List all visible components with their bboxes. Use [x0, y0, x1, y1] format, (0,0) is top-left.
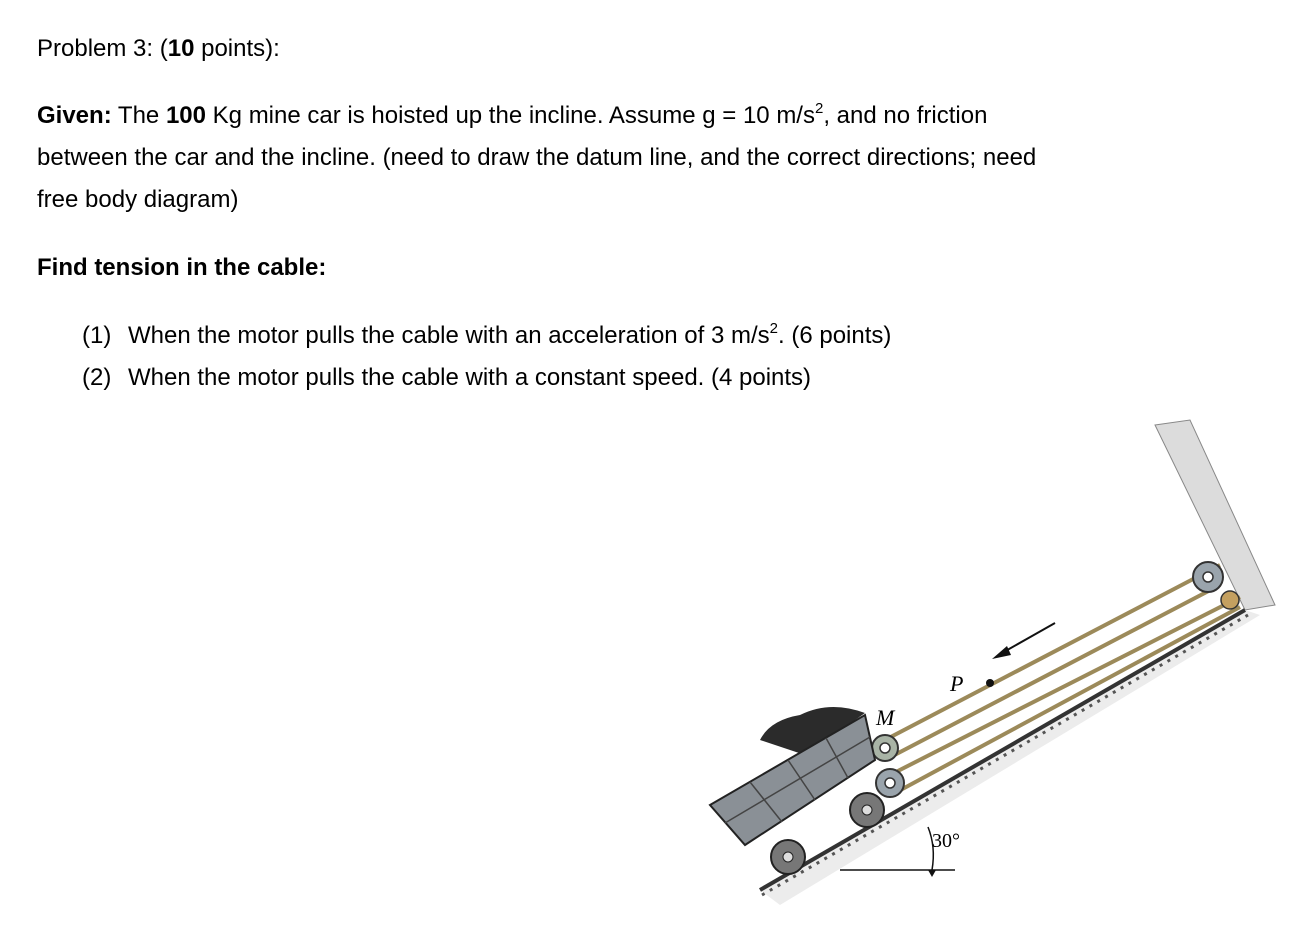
wheel-rear-hub	[783, 852, 793, 862]
label-m: M	[876, 705, 895, 730]
cables	[885, 565, 1240, 793]
given-line-1: Given: The 100 Kg mine car is hoisted up the incline. Assume g = 10 $m/s^2$, and no friction	[37, 100, 988, 129]
point-p-marker	[986, 679, 994, 687]
question-1: (1) When the motor pulls the cable with an acceleration of 3 $m/s^2$. (6 points)	[82, 320, 892, 349]
question-2: (2) When the motor pulls the cable with a constant speed. (4 points)	[82, 364, 812, 391]
given-label: Given:	[37, 102, 112, 129]
mass-value: 100	[165, 102, 206, 129]
given-line-3: free body diagram)	[37, 186, 239, 213]
direction-arrow	[1002, 623, 1055, 653]
arrow-head-icon	[992, 646, 1011, 659]
given-line-2: between the car and the incline. (need to draw the datum line, and the correct directions; need	[37, 144, 1037, 171]
top-pulley-hub	[1203, 572, 1213, 582]
find-heading: Find tension in the cable:	[37, 254, 327, 281]
car-pulley-hub	[885, 778, 895, 788]
angle-arrow-icon	[928, 870, 936, 877]
motor-hub	[880, 743, 890, 753]
problem-title: Problem 3: (10 points):	[37, 35, 280, 62]
anchor-pulley-icon	[1221, 591, 1239, 609]
angle-label: 30°	[932, 830, 960, 852]
label-p: P	[950, 671, 964, 696]
mine-car-incline-figure	[700, 415, 1290, 915]
wheel-front-hub	[862, 805, 872, 815]
